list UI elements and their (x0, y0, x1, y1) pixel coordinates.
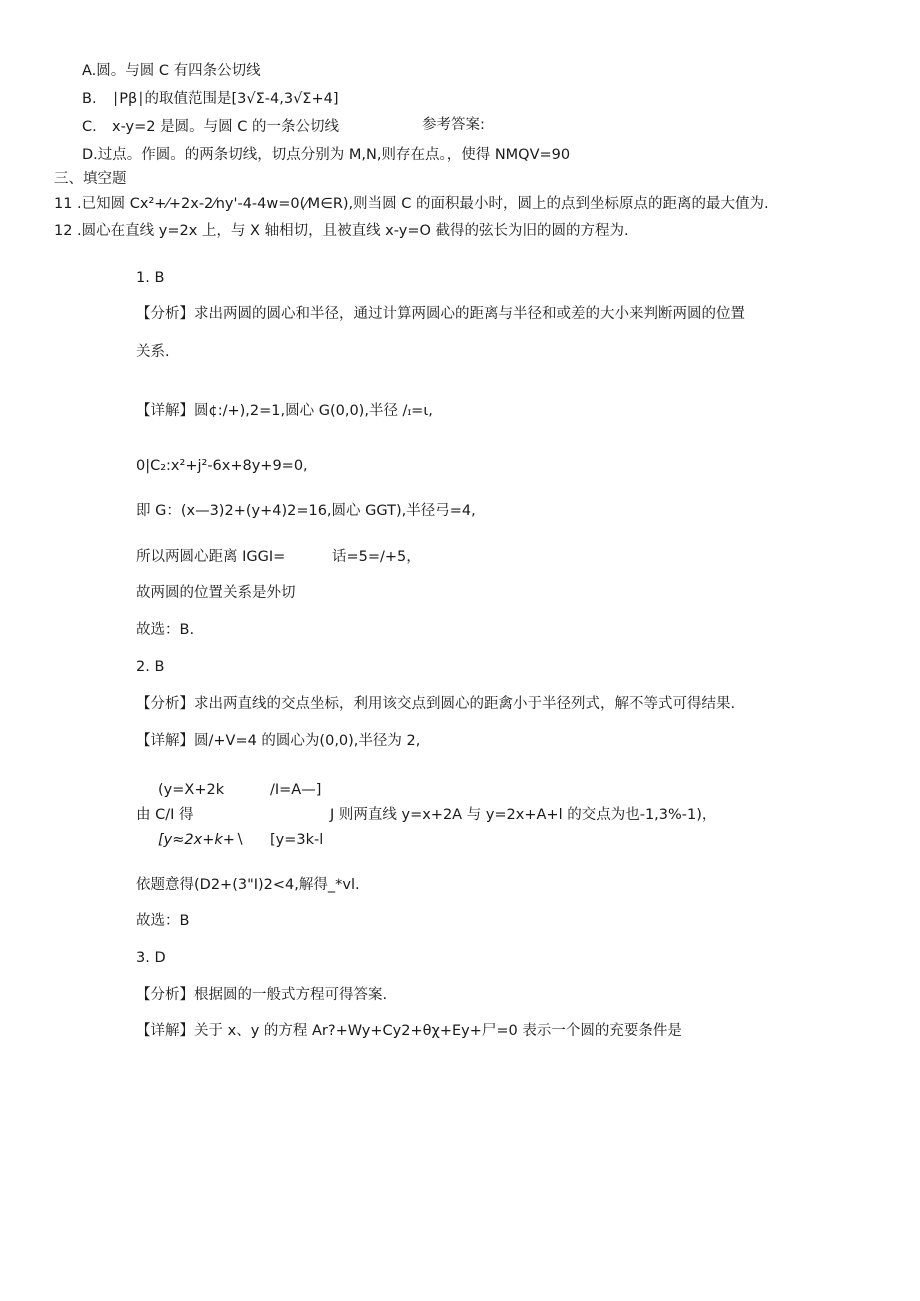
answer-2-detail-line-2: 依题意得(D2+(3"I)2<4,解得_*vl. (136, 877, 360, 893)
answer-1-analysis-cont: 关系. (136, 344, 170, 360)
answer-2-system-row-3b: [y=3k-l (270, 832, 324, 848)
answer-1-detail-line-3: 即 G：(x—3)2+(y+4)2=16,圆心 GGT),半径弓=4, (136, 503, 476, 519)
answer-1-detail-line-2: 0|C₂:x²+j²-6x+8y+9=0, (136, 458, 308, 474)
answer-1-detail-line-4a: 所以两圆心距离 IGGI= (136, 549, 286, 565)
option-d: D.过点。作圆。的两条切线，切点分别为 M,N,则存在点。，使得 NMQV=90 (82, 147, 571, 163)
answer-2-system-row-2a: 由 C/I 得 (136, 807, 194, 823)
option-a: A.圆。与圆 C 有四条公切线 (82, 63, 261, 79)
option-c-text: x-y=2 是圆。与圆 C 的一条公切线 (112, 119, 339, 135)
answer-1-conclusion: 故两圆的位置关系是外切 (136, 585, 296, 601)
answer-1-detail-line-1 (136, 401, 433, 423)
answer-2-system-row-3a: [y≈2x+k+∖ (158, 832, 245, 848)
answer-1-choice: 故选：B. (136, 622, 195, 638)
question-11: 11 .已知圆 Cx²+⁄+2x-2⁄ny'-4-4w=0(⁄M∈R),则当圆 C 的面积最小时，圆上的点到坐标原点的距离的最大值为. (54, 196, 769, 212)
answer-1-number: 1. B (136, 270, 165, 286)
answer-1-detail-line-1c: =ι, (411, 403, 433, 419)
answer-3-analysis: 【分析】根据圆的一般式方程可得答案. (136, 987, 388, 1003)
answer-1-detail-line-4b: 话=5=/+5， (332, 549, 421, 565)
answer-1-detail-subscript: ɪ (407, 407, 412, 418)
answer-2-choice: 故选：B (136, 913, 190, 929)
option-b-label: B. (82, 91, 97, 107)
answer-3-number: 3. D (136, 950, 166, 966)
answer-2-system-row-1a: (y=X+2k (158, 782, 225, 798)
answer-2-system-row-1b: /I=A—] (270, 782, 322, 798)
question-12: 12 .圆心在直线 y=2x 上，与 X 轴相切，且被直线 x-y=O 截得的弦长为旧的圆的方程为. (54, 223, 629, 239)
answer-2-number: 2. B (136, 659, 165, 675)
answer-2-system-row-2b: J 则两直线 y=x+2A 与 y=2x+A+l 的交点为也-1,3%-1)， (330, 807, 717, 823)
answer-1-analysis: 【分析】求出两圆的圆心和半径，通过计算两圆心的距离与半径和或差的大小来判断两圆的位置 (136, 306, 745, 322)
option-b-text: ∣Pβ∣的取值范围是[3√Σ-4,3√Σ+4] (112, 91, 339, 107)
section-title: 三、填空题 (54, 171, 127, 187)
answer-2-detail-line-1: 【详解】圆/+V=4 的圆心为(0,0),半径为 2, (136, 733, 421, 749)
answer-1-detail-line-1a: 【详解】圆¢:/+),2=1,圆心 G(0,0),半径 / (136, 403, 408, 419)
answer-3-detail: 【详解】关于 x、y 的方程 Ar?+Wy+Cy2+θχ+Ey+尸=0 表示一个圆的充要条件是 (136, 1023, 682, 1039)
reference-answer-label: 参考答案: (422, 117, 485, 133)
answer-2-analysis: 【分析】求出两直线的交点坐标，利用该交点到圆心的距禽小于半径列式，解不等式可得结果. (136, 696, 736, 712)
option-c-label: C. (82, 119, 97, 135)
